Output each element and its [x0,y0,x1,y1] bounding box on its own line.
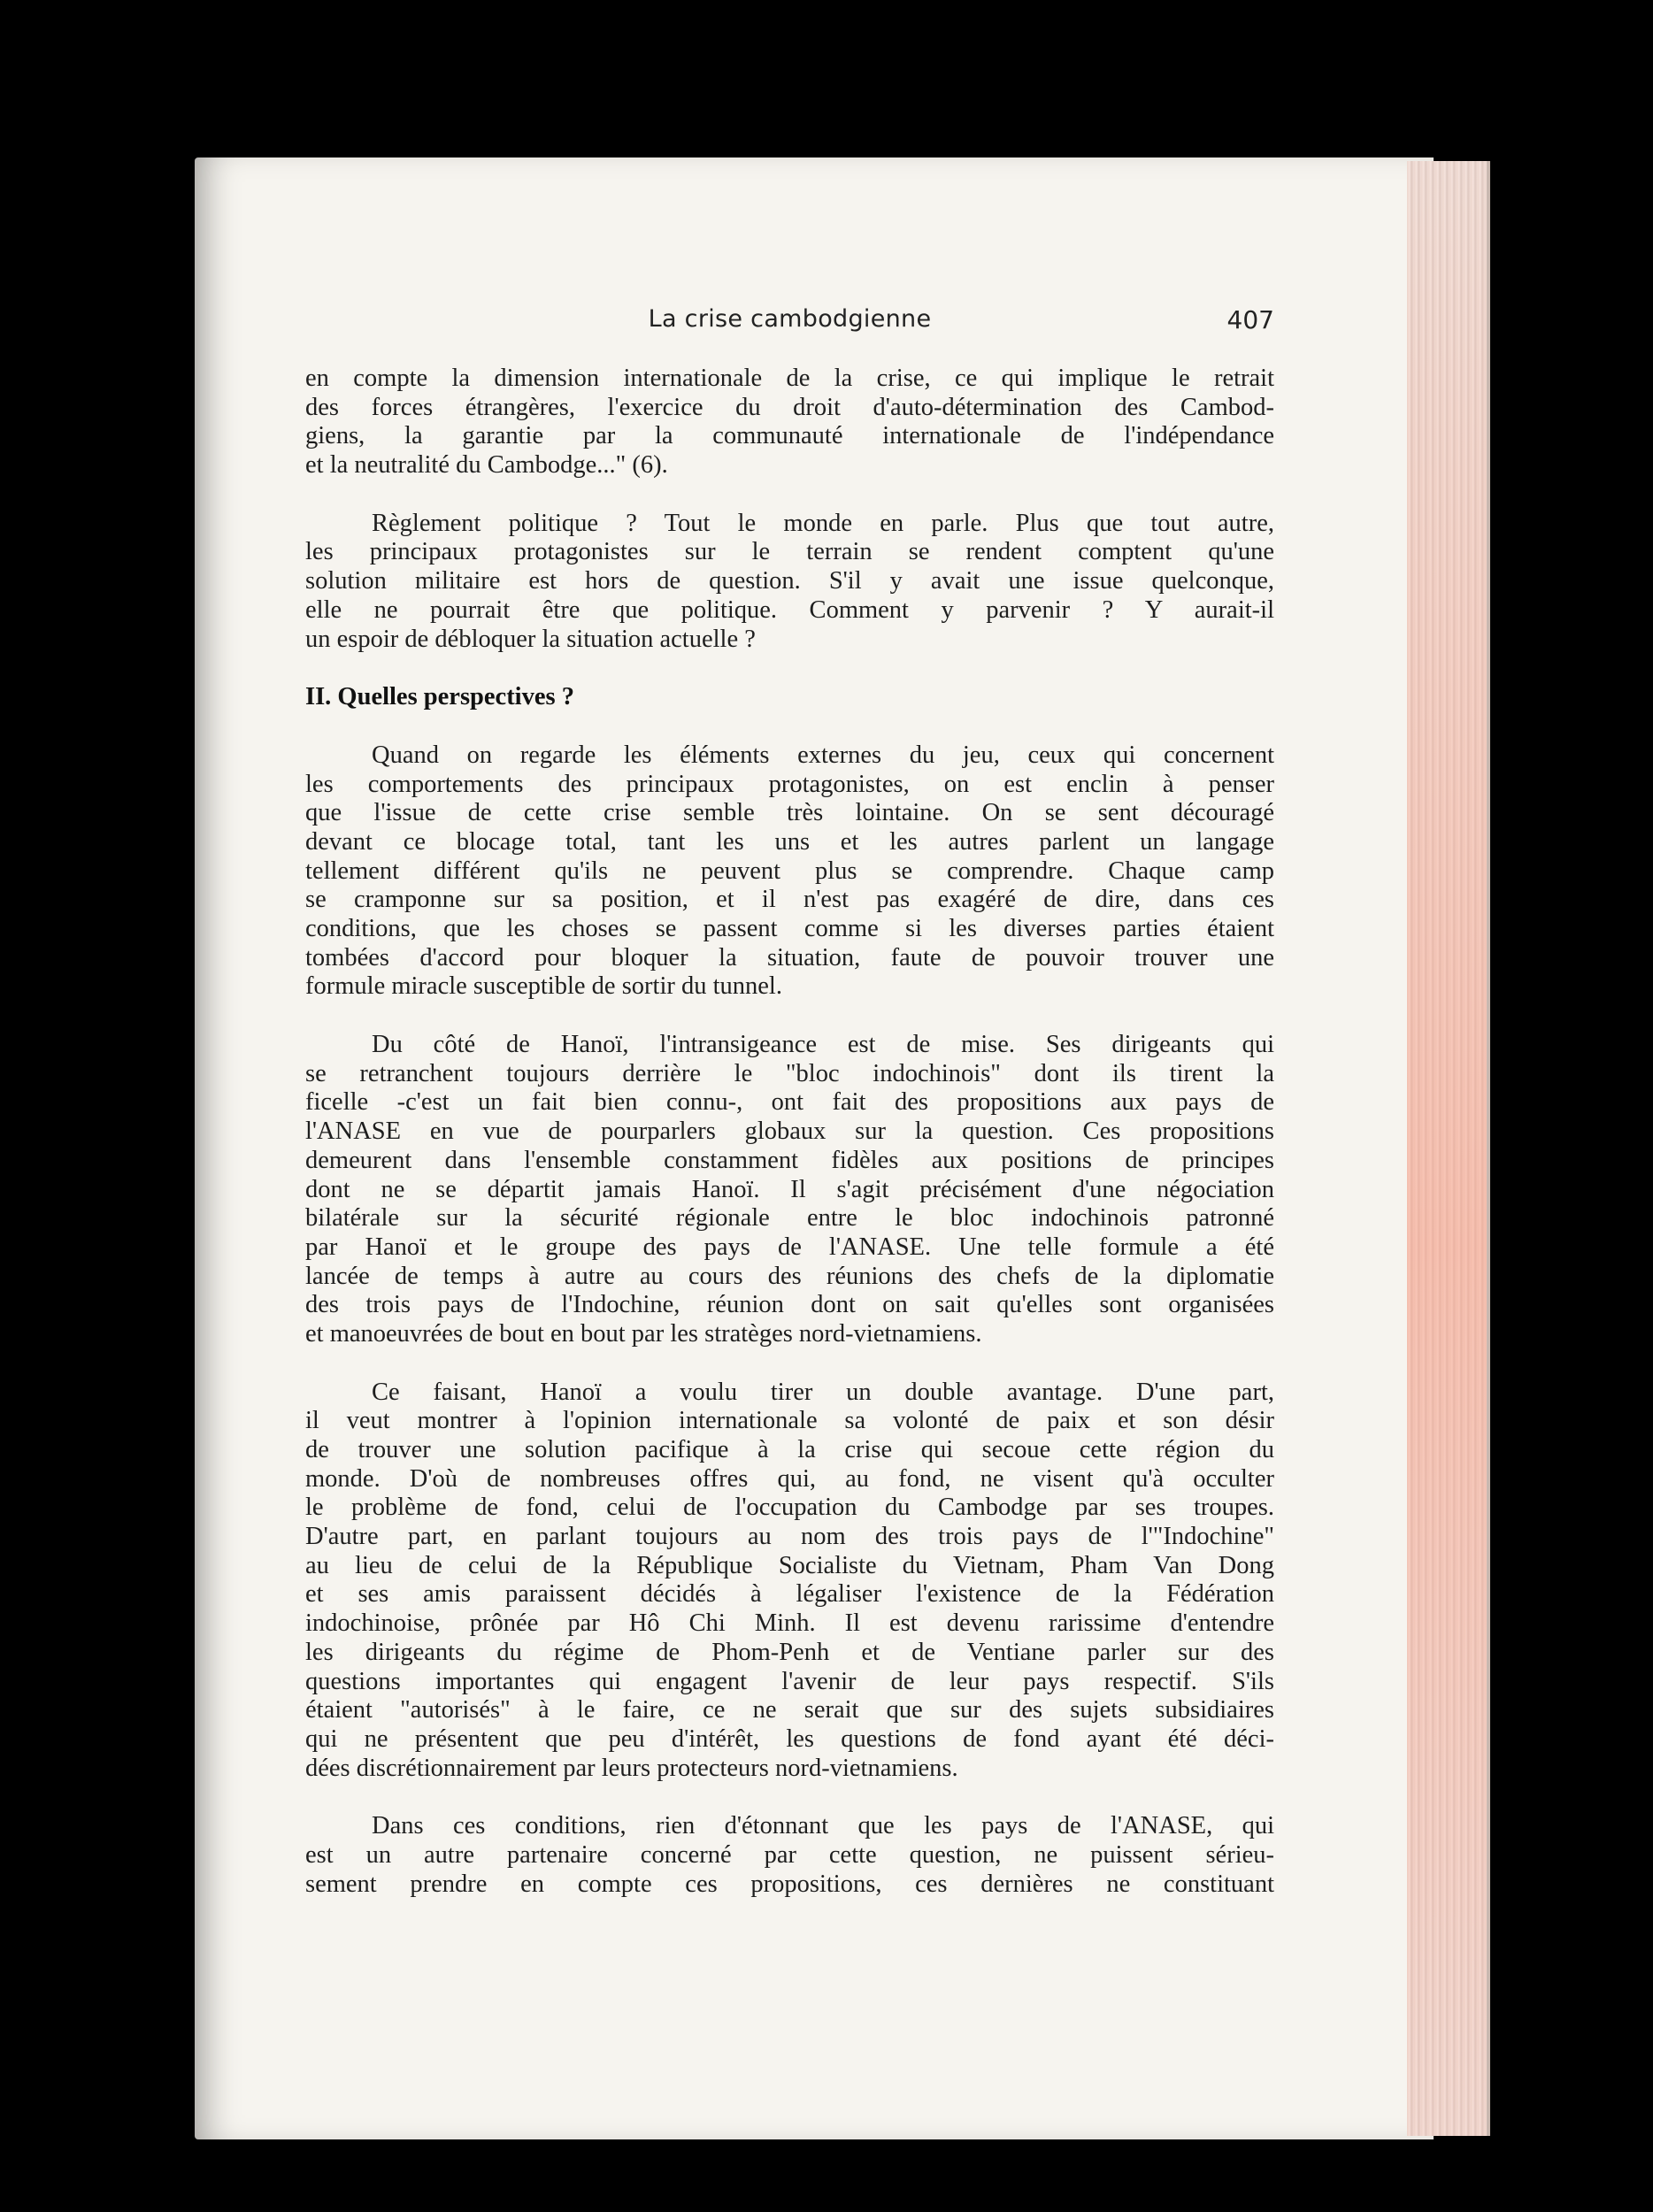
text-line: lancée de temps à autre au cours des réunions des chefs de la diplomatie [305,1262,1274,1290]
text-line: demeurent dans l'ensemble constamment fidèles aux positions de principes [305,1146,1274,1174]
paragraph-p4 [305,1031,1274,1349]
text-line: qui ne présentent que peu d'intérêt, les questions de fond ayant été déci- [305,1724,1274,1753]
text-line: et la neutralité du Cambodge..." (6). [305,451,668,480]
text-line: au lieu de celui de la République Socialiste du Vietnam, Pham Van Dong [305,1551,1274,1579]
text-line: il veut montrer à l'opinion internationale sa volonté de paix et son désir [305,1407,1274,1435]
page-number: 407 [1226,305,1274,334]
paragraph-gap [305,712,1274,741]
paragraph-gap [305,1349,1274,1379]
running-title: La crise cambodgienne [648,305,932,333]
paragraph-p3 [305,741,1274,1002]
text-line: formule miracle susceptible de sortir du tunnel. [305,972,782,1001]
text-line: monde. D'où de nombreuses offres qui, au fond, ne visent qu'à occulter [305,1464,1274,1493]
text-line: bilatérale sur la sécurité régionale entre le bloc indochinois patronné [305,1204,1274,1233]
text-line: tombées d'accord pour bloquer la situation, faute de pouvoir trouver une [305,943,1274,972]
text-line: devant ce blocage total, tant les uns et les autres parlent un langage [305,827,1274,856]
paragraph-gap [305,480,1274,510]
paragraph-gap [305,1783,1274,1812]
text-line: un espoir de débloquer la situation actuelle ? [305,625,756,653]
text-line: Du côté de Hanoï, l'intransigeance est de mise. Ses dirigeants qui [372,1031,1274,1059]
paragraph-p2 [305,510,1274,654]
text-line: est un autre partenaire concerné par cette question, ne puissent sérieu- [305,1840,1274,1869]
section-heading: II. Quelles perspectives ? [305,683,574,711]
text-line: le problème de fond, celui de l'occupation du Cambodge par ses troupes. [305,1494,1274,1522]
text-line: ficelle -c'est un fait bien connu-, ont fait des propositions aux pays de [305,1088,1274,1117]
paragraph-p1 [305,365,1274,480]
text-line: par Hanoï et le groupe des pays de l'ANASE. Une telle formule a été [305,1233,1274,1261]
text-line: Quand on regarde les éléments externes du jeu, ceux qui concernent [372,741,1274,769]
text-line: sement prendre en compte ces propositions, ces dernières ne constituant [305,1870,1274,1898]
page-edge-tint [1407,161,1487,2136]
text-line: questions importantes qui engagent l'avenir de leur pays respectif. S'ils [305,1667,1274,1695]
text-line: des forces étrangères, l'exercice du droit d'auto-détermination des Cambod- [305,393,1274,421]
paragraph-gap [305,654,1274,683]
text-line: Règlement politique ? Tout le monde en parle. Plus que tout autre, [372,509,1274,537]
text-line: étaient "autorisés" à le faire, ce ne serait que sur des sujets subsidiaires [305,1696,1274,1724]
text-line: tellement différent qu'ils ne peuvent plus se comprendre. Chaque camp [305,856,1274,885]
text-line: les comportements des principaux protagonistes, on est enclin à penser [305,770,1274,798]
text-line: giens, la garantie par la communauté internationale de l'indépendance [305,422,1274,450]
text-line: et ses amis paraissent décidés à légaliser l'existence de la Fédération [305,1580,1274,1609]
text-line: l'ANASE en vue de pourparlers globaux sur la question. Ces propositions [305,1118,1274,1146]
text-line: se cramponne sur sa position, et il n'est pas exagéré de dire, dans ces [305,886,1274,914]
running-header [305,305,1274,341]
text-line: D'autre part, en parlant toujours au nom des trois pays de l'"Indochine" [305,1523,1274,1551]
text-line: de trouver une solution pacifique à la crise qui secoue cette région du [305,1436,1274,1463]
text-line: conditions, que les choses se passent comme si les diverses parties étaient [305,915,1274,942]
text-line: dées discrétionnairement par leurs protecteurs nord-vietnamiens. [305,1754,958,1782]
paragraph-p5 [305,1379,1274,1784]
text-line: elle ne pourrait être que politique. Comment y parvenir ? Y aurait-il [305,595,1274,624]
text-line: que l'issue de cette crise semble très lointaine. On se sent découragé [305,799,1274,827]
text-line: en compte la dimension internationale de la crise, ce qui implique le retrait [305,365,1274,392]
text-line: indochinoise, prônée par Hô Chi Minh. Il est devenu rarissime d'entendre [305,1609,1274,1638]
text-line: se retranchent toujours derrière le "bloc indochinois" dont ils tirent la [305,1059,1274,1087]
text-line: des trois pays de l'Indochine, réunion dont on sait qu'elles sont organisées [305,1291,1274,1319]
text-line: Dans ces conditions, rien d'étonnant que les pays de l'ANASE, qui [372,1812,1274,1840]
text-line: dont ne se départit jamais Hanoï. Il s'agit précisément d'une négociation [305,1175,1274,1203]
text-line: Ce faisant, Hanoï a voulu tirer un double avantage. D'une part, [372,1378,1274,1406]
text-line: les dirigeants du régime de Phom-Penh et de Ventiane parler sur des [305,1638,1274,1666]
body-text [305,365,1274,1899]
paragraph-gap [305,1002,1274,1031]
text-line: les principaux protagonistes sur le terrain se rendent comptent qu'une [305,538,1274,566]
text-line: solution militaire est hors de question. S'il y avait une issue quelconque, [305,567,1274,595]
text-line: et manoeuvrées de bout en bout par les stratèges nord-vietnamiens. [305,1319,982,1348]
paragraph-p6 [305,1812,1274,1899]
